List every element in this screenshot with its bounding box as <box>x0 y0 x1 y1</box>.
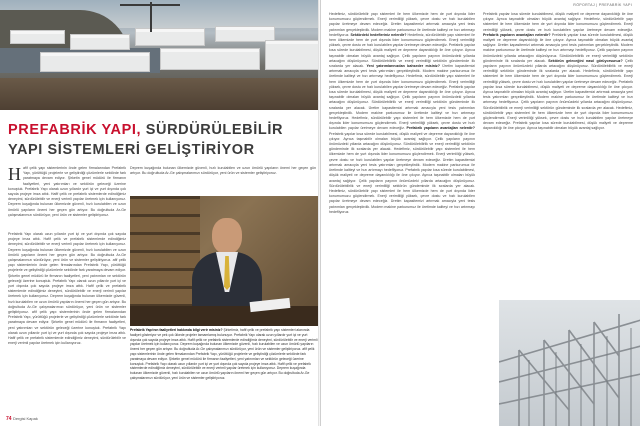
body-paragraph: Hedefimiz, sürdürülebilir yapı sistemleri ile hem ülkemizde hem de yurt dışında lider konumumuzu güçlendirmek. Enerji verimliliği yüksek, çevre dostu ve hızlı kurulabilen yapılar üretmeye devam edeceğiz. <box>329 147 475 162</box>
body-paragraph: Prefabrik Yapı olarak uzun yıllardır yurt içi ve yurt dışında çok sayıda projeye imza attık. Hafif çelik ve prefabrik sistemlerde edindiğimiz deneyimi, sürdürülebilir ve enerji verimli yapılar üretmek için kullanıyoruz. <box>8 325 126 346</box>
construction-site-photo <box>0 0 320 110</box>
steel-frame-drawing <box>499 300 640 426</box>
prefab-building <box>135 28 205 46</box>
right-column-1 <box>329 12 475 422</box>
body-paragraph: Prefabrik Yapı olarak uzun yıllardır yurt içi ve yurt dışında çok sayıda projeye imza attık. Hafif çelik ve prefabrik sistemlerde edindiğimiz deneyimi, sürdürülebilir ve enerji verimli yapılar üretmek için kullanıyoruz. <box>8 232 126 247</box>
caption-text-3: Deprem kuşağında bulunan ülkemizde güvenli, hızlı kurulabilen ve uzun ömürlü yapıların önemi her geçen gün artıyor. Bu doğrultuda Ar-Ge çalışmalarımızı sürdürüyor, yeni ürün ve sistemler geliştiriyoruz. <box>130 342 314 352</box>
headline-dark-2: YAPI SİSTEMLERİ GELİŞTİRİYOR <box>8 142 255 158</box>
body-paragraph: Deprem kuşağında bulunan ülkemizde güvenli, hızlı kurulabilen ve uzun ömürlü yapıların önemi her geçen gün artıyor. Bu doğrultuda Ar-Ge çalışmalarımızı sürdürüyor, yeni ürün ve sistemler geliştiriyoruz. <box>8 294 127 315</box>
body-paragraph: Prefabrik yapılar kısa sürede kurulabilmesi, düşük maliyeti ve depreme dayanıklılığı ile öne çıkıyor. Ayrıca taşınabilir olmaları büyük avantaj sağlıyor. <box>329 131 475 141</box>
prefab-building <box>10 30 65 44</box>
headline-red: PREFABRİK YAPI, <box>8 122 146 138</box>
body-paragraph: Hedefimiz, sürdürülebilir yapı sistemleri ile hem ülkemizde hem de yurt dışında lider konumumuzu güçlendirmek. Enerji verimliliği yüksek, çevre dostu ve hızlı kurulabilen yapılar üretmeye devam edeceğiz. <box>329 116 476 131</box>
body-paragraph: Üretim kapasitemizi artırmak amacıyla yeni tesis yatırımları gerçekleştirdik. Modern makine parkurumuz ile üretimde kaliteyi ve hızı artırmayı hedefliyoruz. <box>329 105 476 121</box>
body-paragraph: Üretim kapasitemizi artırmak amacıyla yeni tesis yatırımları gerçekleştirdik. Modern makine parkurumuz ile üretimde kaliteyi ve hızı artırmayı hedefliyoruz. <box>329 22 476 37</box>
prefab-building <box>160 48 260 70</box>
body-paragraph: Hedefimiz, sürdürülebilir yapı sistemleri ile hem ülkemizde hem de yurt dışında lider konumumuzu güçlendirmek. Enerji verimliliği yüksek, çevre dostu ve hızlı kurulabilen yapılar üretmeye devam edeceğiz. <box>329 188 475 204</box>
headline-dark-1: SÜRDÜRÜLEBİLİR <box>145 122 284 138</box>
body-paragraph: Deprem kuşağında bulunan ülkemizde güvenli, hızlı kurulabilen ve uzun ömürlü yapıların önemi her geçen gün artıyor. Bu doğrultuda Ar-Ge çalışmalarımızı sürdürüyor, yeni ürün ve sistemler geliştiriyoruz. <box>8 247 126 263</box>
steel-frame-photo <box>499 300 640 426</box>
caption-text-2: Prefabrik Yapı olarak uzun yıllardır yurt içi ve yurt dışında çok sayıda projeye imza attık. Hafif çelik ve prefabrik sistemlerde edindiğimiz deneyimi, sürdürülebilir ve enerji verimli yapılar üretmek için kullanıyoruz. <box>130 332 318 347</box>
body-paragraph: Prefabrik yapılar kısa sürede kurulabilmesi, düşük maliyeti ve depreme dayanıklılığı ile öne çıkıyor. Ayrıca taşınabilir olmaları büyük avantaj sağlıyor. <box>483 79 633 95</box>
photo-ground <box>0 78 320 110</box>
intro-paragraph-3: Deprem kuşağında bulunan ülkemizde güvenli, hızlı kurulabilen ve uzun ömürlü yapıların önemi her geçen gün artıyor. Bu doğrultuda Ar-Ge çalışmalarımızı sürdürüyor, yeni ürün ve sistemler geliştiriyoruz. <box>8 202 126 217</box>
prefab-building <box>70 34 130 50</box>
left-column-1 <box>8 166 126 218</box>
body-paragraph: Hedefimiz, sürdürülebilir yapı sistemleri ile hem ülkemizde hem de yurt dışında lider konumumuzu güçlendirmek. Enerji verimliliği yüksek, çevre dostu ve hızlı kurulabilen yapılar üretmeye devam edeceğiz. <box>483 69 633 84</box>
dropcap: H <box>8 164 21 184</box>
caption-bold: Prefabrik Yapı'nın faaliyetleri hakkında bilgi verir misiniz? <box>130 328 224 332</box>
body-paragraph: Prefabrik yapılar kısa sürede kurulabilmesi, düşük maliyeti ve depreme dayanıklılığı ile öne çıkıyor. Ayrıca taşınabilir olmaları büyük avantaj sağlıyor. <box>329 84 475 100</box>
interview-question: Yeni yatırımlarınızdan bahseder misiniz? <box>366 64 443 69</box>
body-paragraph: Deprem kuşağında bulunan ülkemizde güvenli, hızlı kurulabilen ve uzun ömürlü yapıların önemi her geçen gün artıyor. Bu doğrultuda Ar-Ge çalışmalarımızı sürdürüyor, yeni ürün ve sistemler geliştiriyoruz. <box>130 166 316 176</box>
left-column-2-top <box>130 166 316 176</box>
body-paragraph: Çelik yapıların payının önümüzdeki yıllarda artacağını düşünüyoruz. Sürdürülebilirlik ve enerji verimliliği sektörün gündeminde ilk sıralarda yer alacak. <box>329 53 475 69</box>
body-paragraph: afif çelik yapı sistemlerinin önde gelen firmalarından Prefabrik Yapı, yürüttüğü projelerle ve geliştirdiği çözümlerle sektörde fark yaratmaya devam ediyor. Şirketin genel müdürü ile firmanın faaliyetleri, yeni yatırımları ve sektörün geleceği üzerine konuştuk. <box>8 258 126 283</box>
body-paragraph: Çelik yapıların payının önümüzdeki yıllarda artacağını düşünüyoruz. Sürdürülebilirlik ve enerji verimliliği sektörün gündeminde ilk sıralarda yer alacak. <box>329 136 475 152</box>
prefab-building <box>265 40 320 70</box>
body-paragraph: Hedefimiz, sürdürülebilir yapı sistemleri ile hem ülkemizde hem de yurt dışında lider konumumuzu güçlendirmek. Enerji verimliliği yüksek, çevre dostu ve hızlı kurulabilen yapılar üretmeye devam edeceğiz. <box>329 12 475 27</box>
caption-text-6: Deprem kuşağında bulunan ülkemizde güvenli, hızlı kurulabilen ve uzun ömürlü yapıların önemi her geçen gün artıyor. Bu doğrultuda Ar-Ge çalışmalarımızı sürdürüyor, yeni ürün ve sistemler geliştiriyoruz. <box>130 366 310 380</box>
body-paragraph: Çelik yapıların payının önümüzdeki yıllarda artacağını düşünüyoruz. Sürdürülebilirlik ve enerji verimliliği sektörün gündeminde ilk sıralarda yer alacak. <box>483 48 634 63</box>
page-number: 74 <box>6 416 13 422</box>
body-paragraph: Prefabrik yapılar kısa sürede kurulabilmesi, düşük maliyeti ve depreme dayanıklılığı ile öne çıkıyor. Ayrıca taşınabilir olmaları büyük avantaj sağlıyor. <box>329 43 475 58</box>
magazine-name: Dergisi Kapak <box>12 416 38 421</box>
body-paragraph: Hedefimiz, sürdürülebilir yapı sistemleri ile hem ülkemizde hem de yurt dışında lider konumumuzu güçlendirmek. Enerji verimliliği yüksek, çevre dostu ve hızlı kurulabilen yapılar üretmeye devam edeceğiz. <box>329 32 476 48</box>
body-paragraph: Prefabrik yapılar kısa sürede kurulabilmesi, düşük maliyeti ve depreme dayanıklılığı ile öne çıkıyor. Ayrıca taşınabilir olmaları büyük avantaj sağlıyor. <box>329 168 475 183</box>
right-column-2 <box>483 12 633 297</box>
caption-text-4: afif çelik yapı sistemlerinin önde gelen firmalarından Prefabrik Yapı, yürüttüğü projelerle ve geliştirdiği çözümlerle sektörde fark yaratmaya devam ediyor. Şirketin genel müdürü ile firmanın faaliyetleri, yeni yatırımları ve sektörün geleceği üzerine konuştuk. <box>130 347 315 366</box>
body-paragraph: Prefabrik yapılar kısa sürede kurulabilmesi, düşük maliyeti ve depreme dayanıklılığı ile öne çıkıyor. Ayrıca taşınabilir olmaları büyük avantaj sağlıyor. <box>483 32 633 48</box>
body-paragraph: Üretim kapasitemizi artırmak amacıyla yeni tesis yatırımları gerçekleştirdik. Modern makine parkurumuz ile üretimde kaliteyi ve hızı artırmayı hedefliyoruz. <box>329 199 476 214</box>
body-paragraph: Hedefimiz, sürdürülebilir yapı sistemleri ile hem ülkemizde hem de yurt dışında lider konumumuzu güçlendirmek. Enerji verimliliği yüksek, çevre dostu ve hızlı kurulabilen yapılar üretmeye devam edeceğiz. <box>329 74 475 89</box>
caption-text: Şirketimiz, hafif çelik ve prefabrik yapı sistemleri alanında faaliyet gösteriyor ve pek çok ülkede projeler tamamlamış bulunuyor. <box>130 328 310 337</box>
intro-paragraph-2: Prefabrik Yapı olarak uzun yıllardır yurt içi ve yurt dışında çok sayıda projeye imza attık. Hafif çelik ve prefabrik sistemlerde edindiğimiz deneyimi, sürdürülebilir ve enerji verimli yapılar üretmek için kullanıyoruz. <box>8 186 126 202</box>
body-paragraph: Üretim kapasitemizi artırmak amacıyla yeni tesis yatırımları gerçekleştirdik. Modern makine parkurumuz ile üretimde kaliteyi ve hızı artırmayı hedefliyoruz. <box>329 64 476 79</box>
interview-question: Prefabrik yapıların avantajları nelerdir? <box>406 126 475 131</box>
page-folio <box>6 416 38 422</box>
body-paragraph: afif çelik yapı sistemlerinin önde gelen firmalarından Prefabrik Yapı, yürüttüğü projelerle ve geliştirdiği çözümlerle sektörde fark yaratmaya devam ediyor. Şirketin genel müdürü ile firmanın faaliyetleri, yeni yatırımları ve sektörün geleceği üzerine konuştuk. <box>8 310 127 330</box>
body-paragraph: Üretim kapasitemizi artırmak amacıyla yeni tesis yatırımları gerçekleştirdik. Modern makine parkurumuz ile üretimde kaliteyi ve hızı artırmayı hedefliyoruz. <box>483 90 633 105</box>
body-paragraph: Çelik yapıların payının önümüzdeki yıllarda artacağını düşünüyoruz. Sürdürülebilirlik ve enerji verimliliği sektörün gündeminde ilk sıralarda yer alacak. <box>483 58 633 74</box>
interview-question: Sektördeki hedefleriniz nelerdir? <box>350 32 408 37</box>
body-paragraph: Çelik yapıların payının önümüzdeki yıllarda artacağını düşünüyoruz. Sürdürülebilirlik ve enerji verimliliği sektörün gündeminde ilk sıralarda yer alacak. <box>329 95 475 110</box>
body-paragraph: Üretim kapasitemizi artırmak amacıyla yeni tesis yatırımları gerçekleştirdik. Modern makine parkurumuz ile üretimde kaliteyi ve hızı artırmayı hedefliyoruz. <box>483 43 633 53</box>
body-paragraph: Hedefimiz, sürdürülebilir yapı sistemleri ile hem ülkemizde hem de yurt dışında lider konumumuzu güçlendirmek. Enerji verimliliği yüksek, çevre dostu ve hızlı kurulabilen yapılar üretmeye devam edeceğiz. <box>483 105 633 126</box>
body-paragraph: Hedefimiz, sürdürülebilir yapı sistemleri ile hem ülkemizde hem de yurt dışında lider konumumuzu güçlendirmek. Enerji verimliliği yüksek, çevre dostu ve hızlı kurulabilen yapılar üretmeye devam edeceğiz. <box>483 17 633 32</box>
body-paragraph: Üretim kapasitemizi artırmak amacıyla yeni tesis yatırımları gerçekleştirdik. Modern makine parkurumuz ile üretimde kaliteyi ve hızı artırmayı hedefliyoruz. <box>329 157 475 173</box>
interview-question: Sektörün geleceğini nasıl görüyorsunuz? <box>548 58 625 63</box>
portrait-desk <box>130 306 318 326</box>
running-head: RÖPORTAJ | PREFABRİK YAPI <box>573 3 632 7</box>
caption-text-5: Prefabrik Yapı olarak uzun yıllardır yurt içi ve yurt dışında çok sayıda projeye imza attık. Hafif çelik ve prefabrik sistemlerde edindiğimiz deneyimi, sürdürülebilir ve enerji verimli yapılar üretmek için kullanıyoruz. <box>130 361 311 371</box>
portrait-head <box>212 218 242 254</box>
body-paragraph: Çelik yapıların payının önümüzdeki yıllarda artacağını düşünüyoruz. Sürdürülebilirlik ve enerji verimliliği sektörün gündeminde ilk sıralarda yer alacak. <box>329 178 476 188</box>
body-paragraph: Prefabrik Yapı olarak uzun yıllardır yurt içi ve yurt dışında çok sayıda projeye imza attık. Hafif çelik ve prefabrik sistemlerde edindiğimiz deneyimi, sürdürülebilir ve enerji verimli yapılar üretmek için kullanıyoruz. <box>8 278 126 299</box>
crane <box>150 2 152 32</box>
intro-paragraph: afif çelik yapı sistemlerinin önde gelen firmalarından Prefabrik Yapı, yürüttüğü projelerle ve geliştirdiği çözümlerle sektörde fark yaratmaya devam ediyor. Şirketin genel müdürü ile firmanın faaliyetleri, yeni yatırımları ve sektörün geleceği üzerine konuştuk. <box>8 166 126 191</box>
interview-question: Prefabrik yapıların avantajları nelerdir? <box>483 32 552 37</box>
body-paragraph: Çelik yapıların payının önümüzdeki yıllarda artacağını düşünüyoruz. Sürdürülebilirlik ve enerji verimliliği sektörün gündeminde ilk sıralarda yer alacak. <box>483 100 633 110</box>
body-paragraph: Prefabrik yapılar kısa sürede kurulabilmesi, düşük maliyeti ve depreme dayanıklılığı ile öne çıkıyor. Ayrıca taşınabilir olmaları büyük avantaj sağlıyor. <box>483 121 633 131</box>
crane-arm <box>120 4 180 6</box>
article-headline <box>8 120 316 160</box>
left-column-1-continued <box>8 232 126 412</box>
right-page <box>320 0 640 426</box>
body-paragraph: Prefabrik yapılar kısa sürede kurulabilmesi, düşük maliyeti ve depreme dayanıklılığı ile öne çıkıyor. Ayrıca taşınabilir olmaları büyük avantaj sağlıyor. <box>483 12 633 22</box>
prefab-building <box>40 52 150 72</box>
executive-portrait <box>130 196 318 326</box>
interview-question <box>130 328 318 381</box>
